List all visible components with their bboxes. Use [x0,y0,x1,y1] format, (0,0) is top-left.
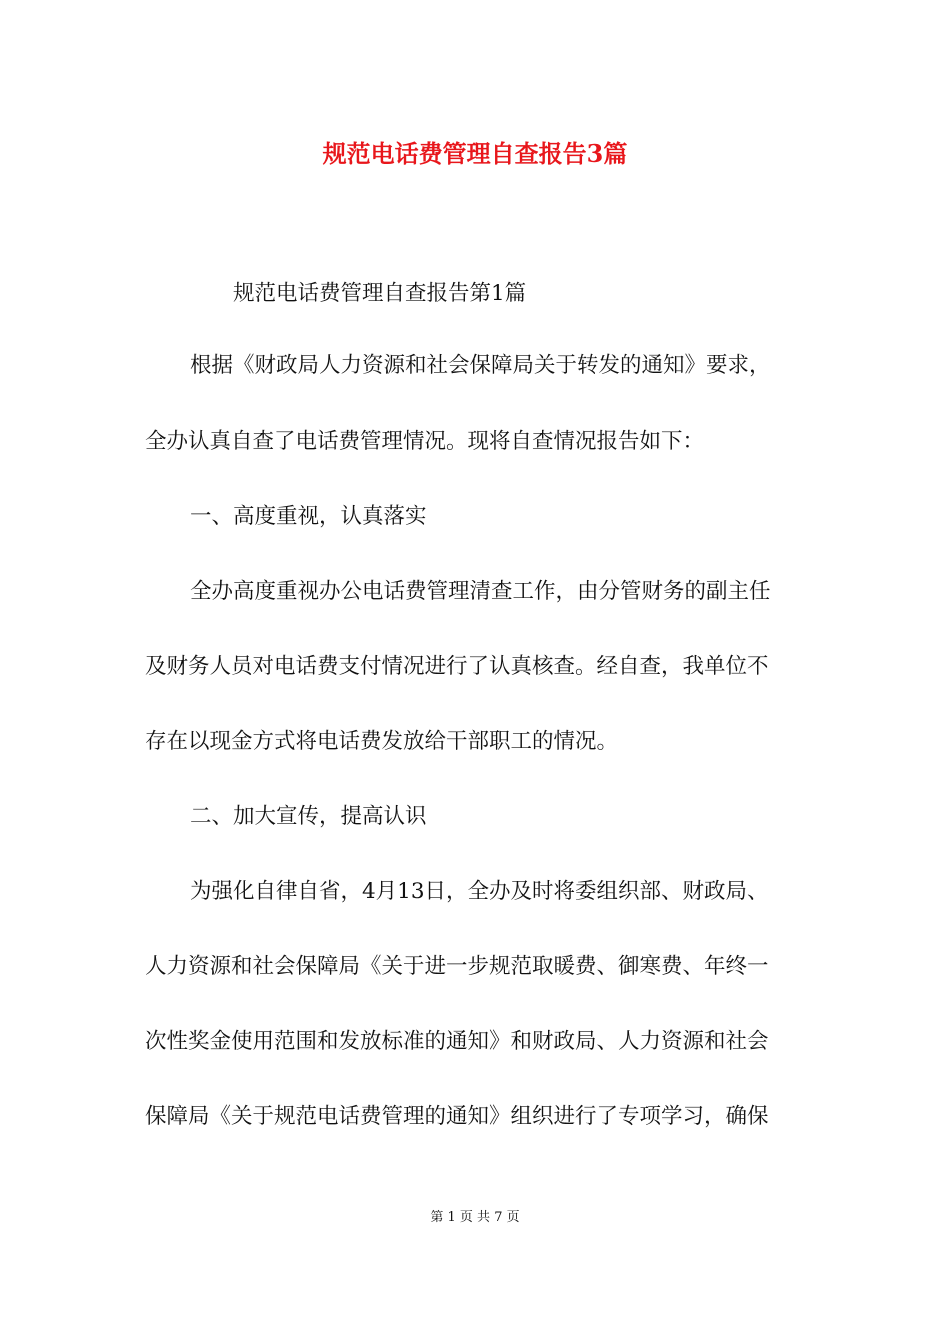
document-title: 规范电话费管理自查报告3篇 [322,139,628,168]
paragraph-line: 为强化自律自省，4月13日，全办及时将委组织部、财政局、 [190,879,769,904]
subheading-1: 一、高度重视，认真落实 [190,504,427,529]
paragraph-line: 人力资源和社会保障局《关于进一步规范取暖费、御寒费、年终一 [145,954,769,979]
paragraph-line: 次性奖金使用范围和发放标准的通知》和财政局、人力资源和社会 [145,1029,769,1054]
paragraph-line: 保障局《关于规范电话费管理的通知》组织进行了专项学习，确保 [145,1104,769,1129]
paragraph-line: 存在以现金方式将电话费发放给干部职工的情况。 [145,729,619,754]
subheading-2: 二、加大宣传，提高认识 [190,804,427,829]
paragraph-line: 及财务人员对电话费支付情况进行了认真核查。经自查，我单位不 [145,654,769,679]
paragraph-line: 全办认真自查了电话费管理情况。现将自查情况报告如下： [145,429,705,454]
paragraph-line: 根据《财政局人力资源和社会保障局关于转发的通知》要求， [190,353,771,378]
paragraph-line: 全办高度重视办公电话费管理清查工作，由分管财务的副主任 [190,579,771,604]
page-number-footer: 第 1 页 共 7 页 [430,1210,520,1225]
section-heading-part-1: 规范电话费管理自查报告第1篇 [233,281,527,306]
